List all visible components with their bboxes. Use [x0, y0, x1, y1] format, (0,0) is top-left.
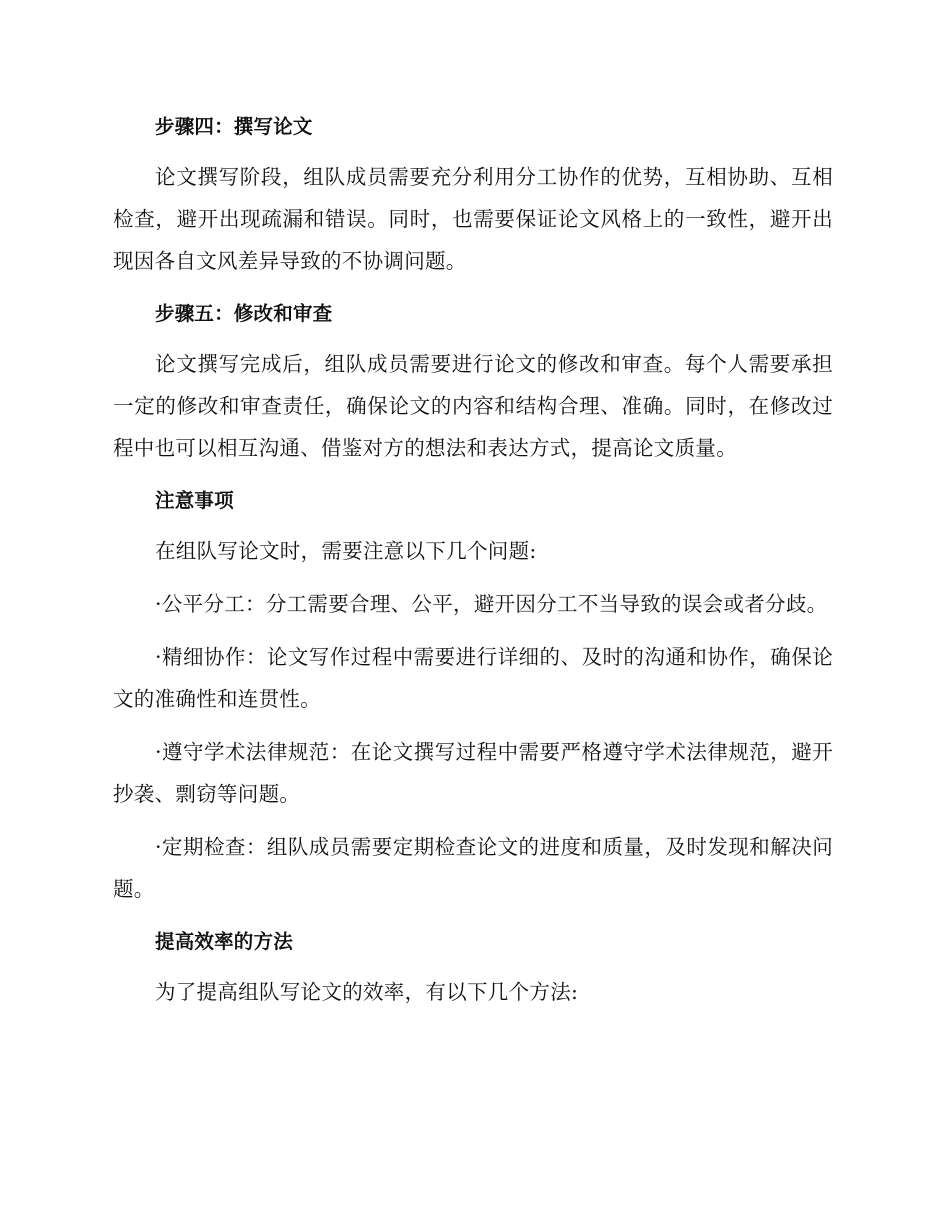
notes-bullet-fair-division: ·公平分工：分工需要合理、公平，避开因分工不当导致的误会或者分歧。 [155, 592, 828, 616]
step-four-paragraph: 论文撰写阶段，组队成员需要充分利用分工协作的优势，互相协助、互相检查，避开出现疏漏和错误。同时，也需要保证论文风格上的一致性，避开出现因各自文风差异导致的不协调问题。 [113, 165, 833, 273]
notes-bullet-fine-collaboration: ·精细协作：论文写作过程中需要进行详细的、及时的沟通和协作，确保论文的准确性和连贯性。 [113, 645, 833, 711]
section-heading-step-five: 步骤五：修改和审查 [155, 302, 333, 325]
document-page [113, 106, 833, 1024]
notes-intro-paragraph: 在组队写论文时，需要注意以下几个问题: [155, 539, 537, 563]
notes-bullet-regular-check: ·定期检查：组队成员需要定期检查论文的进度和质量，及时发现和解决问题。 [113, 835, 833, 901]
section-heading-notes: 注意事项 [155, 489, 234, 512]
efficiency-intro-paragraph: 为了提高组队写论文的效率，有以下几个方法: [155, 980, 579, 1004]
section-heading-efficiency: 提高效率的方法 [155, 930, 293, 953]
notes-bullet-academic-norms: ·遵守学术法律规范：在论文撰写过程中需要严格遵守学术法律规范，避开抄袭、剽窃等问题。 [113, 740, 833, 806]
step-five-paragraph: 论文撰写完成后，组队成员需要进行论文的修改和审查。每个人需要承担一定的修改和审查责任，确保论文的内容和结构合理、准确。同时，在修改过程中也可以相互沟通、借鉴对方的想法和表达方式，提高论文质量。 [113, 352, 833, 460]
section-heading-step-four: 步骤四：撰写论文 [155, 115, 313, 138]
